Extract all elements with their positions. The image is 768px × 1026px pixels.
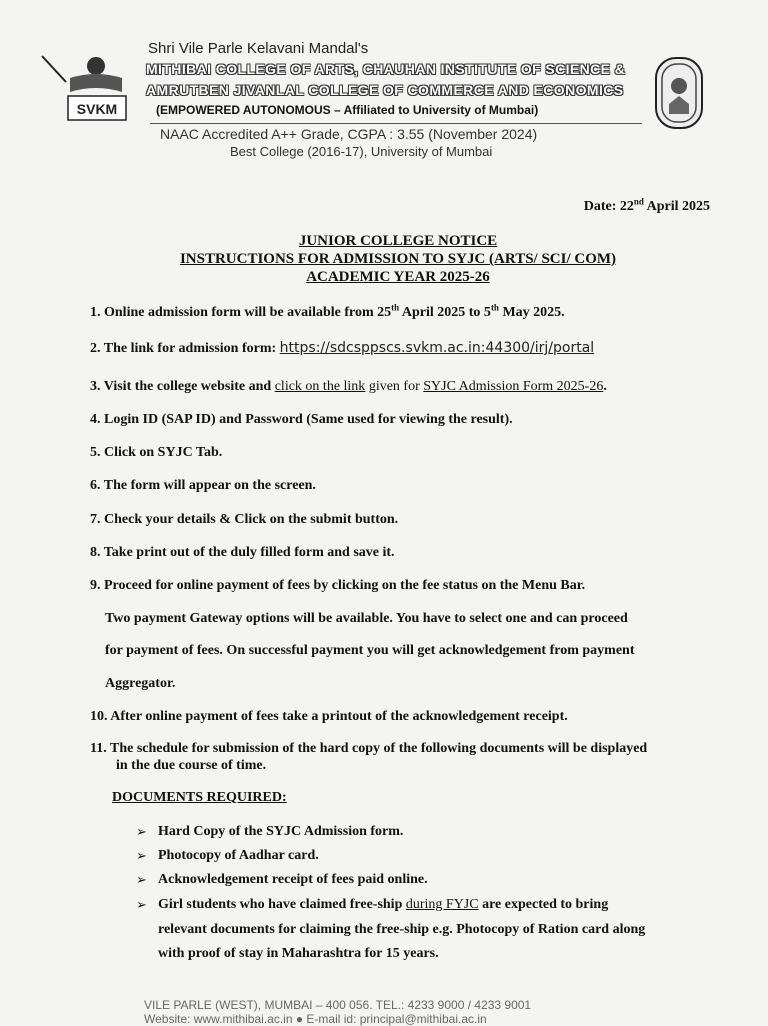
instruction-2: 2. The link for admission form: https://sdcsppscs.svkm.ac.in:44300/irj/portal [90, 340, 595, 356]
instruction-10: 10. After online payment of fees take a printout of the acknowledgement receipt. [90, 709, 568, 724]
mandal-name: Shri Vile Parle Kelavani Mandal's [148, 40, 369, 57]
arrow-bullet-icon: ➢ [136, 825, 147, 840]
footer-contact: Website: www.mithibai.ac.in ● E-mail id: principal@mithibai.ac.in [144, 1012, 487, 1026]
during-fyjc-text: during FYJC [405, 897, 479, 912]
instruction-9-para-3: Aggregator. [105, 676, 176, 691]
click-on-link-text: click on the link [274, 379, 366, 394]
naac-accreditation: NAAC Accredited A++ Grade, CGPA : 3.55 (November 2024) [160, 126, 538, 142]
arrow-bullet-icon: ➢ [136, 898, 147, 913]
instruction-11-cont: in the due course of time. [116, 758, 267, 773]
best-college-award: Best College (2016-17), University of Mumbai [230, 144, 493, 159]
empowered-autonomous: (EMPOWERED AUTONOMOUS – Affiliated to University of Mumbai) [156, 103, 539, 117]
college-name-line1: MITHIBAI COLLEGE OF ARTS, CHAUHAN INSTITUTE OF SCIENCE & [146, 61, 626, 77]
logo-text: SVKM [76, 101, 118, 117]
college-name-line2: AMRUTBEN JIVANLAL COLLEGE OF COMMERCE AND ECONOMICS [146, 82, 624, 98]
notice-title: JUNIOR COLLEGE NOTICE [298, 233, 498, 249]
instruction-8: 8. Take print out of the duly filled form and save it. [90, 545, 395, 560]
instruction-4: 4. Login ID (SAP ID) and Password (Same used for viewing the result). [90, 412, 513, 427]
college-seal-icon [654, 56, 704, 130]
notice-date: Date: 22nd April 2025 [583, 196, 710, 214]
academic-year: ACADEMIC YEAR 2025-26 [306, 269, 490, 285]
document-item-4-line2: relevant documents for claiming the free-ship e.g. Photocopy of Ration card along [158, 922, 646, 937]
instruction-9: 9. Proceed for online payment of fees by clicking on the fee status on the Menu Bar. [90, 578, 586, 593]
document-item-2: Photocopy of Aadhar card. [158, 848, 319, 863]
document-item-4-line3: with proof of stay in Maharashtra for 15 years. [158, 946, 439, 961]
footer-address: VILE PARLE (WEST), MUMBAI – 400 056. TEL.: 4233 9000 / 4233 9001 [144, 998, 532, 1012]
instruction-11: 11. The schedule for submission of the hard copy of the following documents will be displayed [90, 741, 648, 756]
arrow-bullet-icon: ➢ [136, 873, 147, 888]
arrow-bullet-icon: ➢ [136, 849, 147, 864]
document-item-4: Girl students who have claimed free-ship during FYJC are expected to bring [158, 897, 609, 912]
instruction-3: 3. Visit the college website and click on the link given for SYJC Admission Form 2025-26. [90, 379, 607, 394]
instruction-9-para-1: Two payment Gateway options will be available. You have to select one and can proceed [105, 611, 628, 626]
instruction-5: 5. Click on SYJC Tab. [90, 445, 223, 460]
instruction-9-para-2: for payment of fees. On successful payment you will get acknowledgement from payment [105, 643, 635, 658]
syjc-form-link-text: SYJC Admission Form 2025-26 [423, 379, 604, 394]
documents-required-heading: DOCUMENTS REQUIRED: [112, 790, 287, 805]
instruction-6: 6. The form will appear on the screen. [90, 478, 316, 493]
admission-form-link[interactable]: https://sdcsppscs.svkm.ac.in:44300/irj/portal [279, 340, 595, 356]
letterhead-divider [150, 123, 642, 124]
notice-subtitle: INSTRUCTIONS FOR ADMISSION TO SYJC (ARTS/ SCI/ COM) [179, 251, 617, 267]
instruction-1: 1. Online admission form will be available from 25th April 2025 to 5th May 2025. [90, 302, 565, 320]
instruction-7: 7. Check your details & Click on the submit button. [90, 512, 399, 527]
college-logo-icon [40, 52, 128, 122]
document-item-3: Acknowledgement receipt of fees paid online. [158, 872, 428, 887]
document-item-1: Hard Copy of the SYJC Admission form. [158, 824, 404, 839]
